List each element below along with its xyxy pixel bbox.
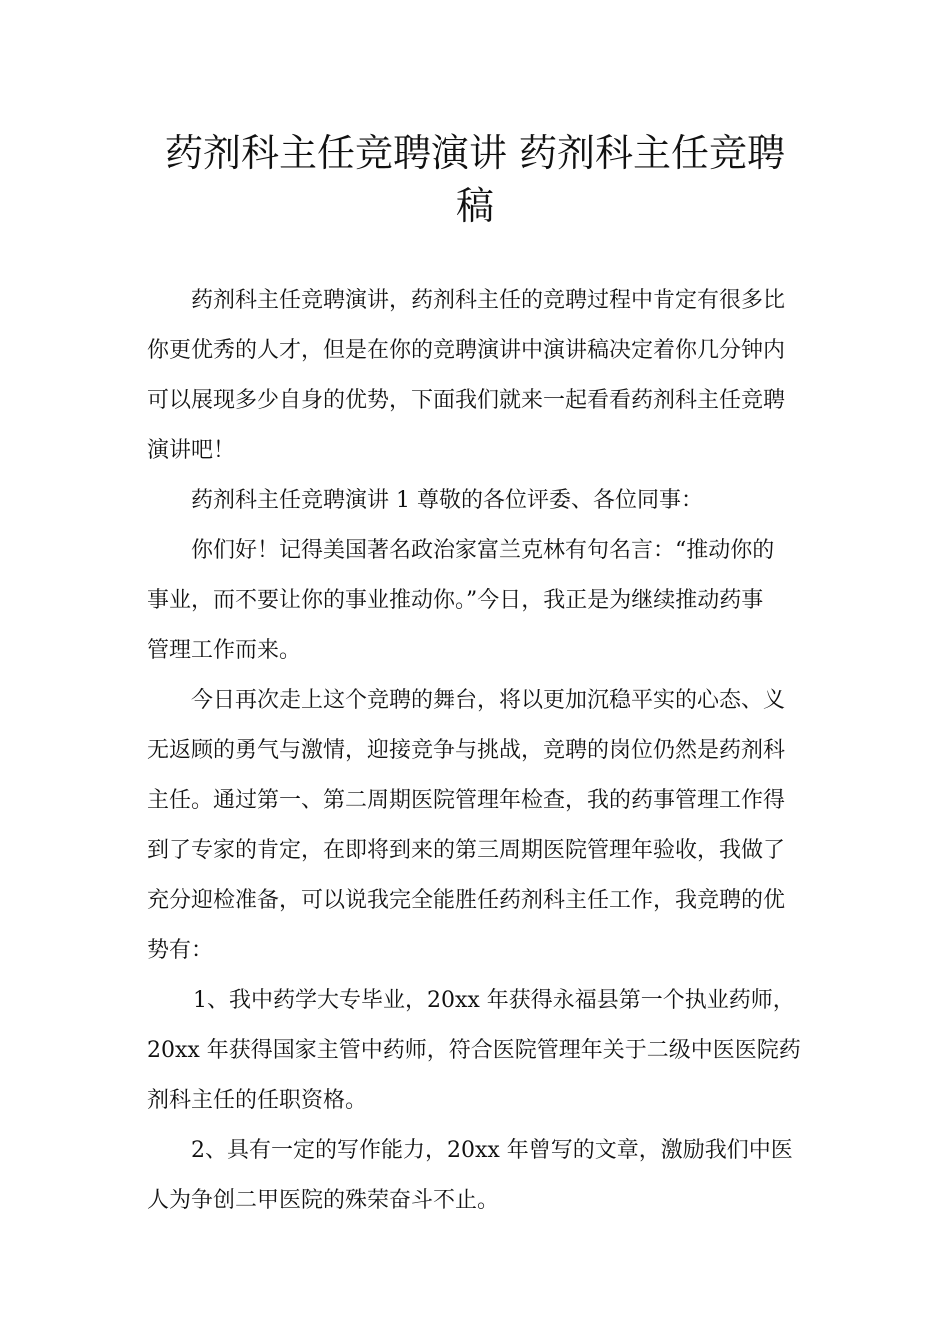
list-item-1-line-3: 剂科主任的任职资格。	[147, 1088, 368, 1113]
document-title-line-2: 稿	[455, 184, 494, 228]
document-title-line-1: 药剂科主任竞聘演讲 药剂科主任竞聘	[164, 131, 786, 175]
list-item-2-line-1: 2、具有一定的写作能力，20xx 年曾写的文章，激励我们中医	[191, 1138, 793, 1163]
paragraph-greeting-line-3: 管理工作而来。	[147, 638, 302, 663]
paragraph-intro-line-3: 可以展现多少自身的优势，下面我们就来一起看看药剂科主任竞聘	[147, 388, 786, 413]
list-item-1-line-1: 1、我中药学大专毕业，20xx 年获得永福县第一个执业药师，	[193, 988, 795, 1013]
paragraph-body-line-3: 主任。通过第一、第二周期医院管理年检查，我的药事管理工作得	[147, 788, 786, 813]
paragraph-intro-line-4: 演讲吧！	[147, 438, 236, 463]
speech-heading-line: 药剂科主任竞聘演讲 1 尊敬的各位评委、各位同事：	[191, 488, 703, 513]
list-item-1-line-2: 20xx 年获得国家主管中药师，符合医院管理年关于二级中医医院药	[147, 1038, 801, 1063]
paragraph-body-line-6: 势有：	[147, 938, 214, 963]
paragraph-body-line-4: 到了专家的肯定，在即将到来的第三周期医院管理年验收，我做了	[147, 838, 786, 863]
list-item-2-line-2: 人为争创二甲医院的殊荣奋斗不止。	[147, 1188, 500, 1213]
paragraph-body-line-2: 无返顾的勇气与激情，迎接竞争与挑战，竞聘的岗位仍然是药剂科	[147, 738, 786, 763]
paragraph-greeting-line-2: 事业，而不要让你的事业推动你。”今日，我正是为继续推动药事	[147, 588, 764, 613]
paragraph-intro-line-2: 你更优秀的人才，但是在你的竞聘演讲中演讲稿决定着你几分钟内	[147, 338, 786, 363]
paragraph-intro-line-1: 药剂科主任竞聘演讲，药剂科主任的竞聘过程中肯定有很多比	[191, 288, 786, 313]
paragraph-greeting-line-1: 你们好！记得美国著名政治家富兰克林有句名言：“推动你的	[191, 538, 775, 563]
paragraph-body-line-1: 今日再次走上这个竞聘的舞台，将以更加沉稳平实的心态、义	[191, 688, 786, 713]
paragraph-body-line-5: 充分迎检准备，可以说我完全能胜任药剂科主任工作，我竞聘的优	[147, 888, 786, 913]
